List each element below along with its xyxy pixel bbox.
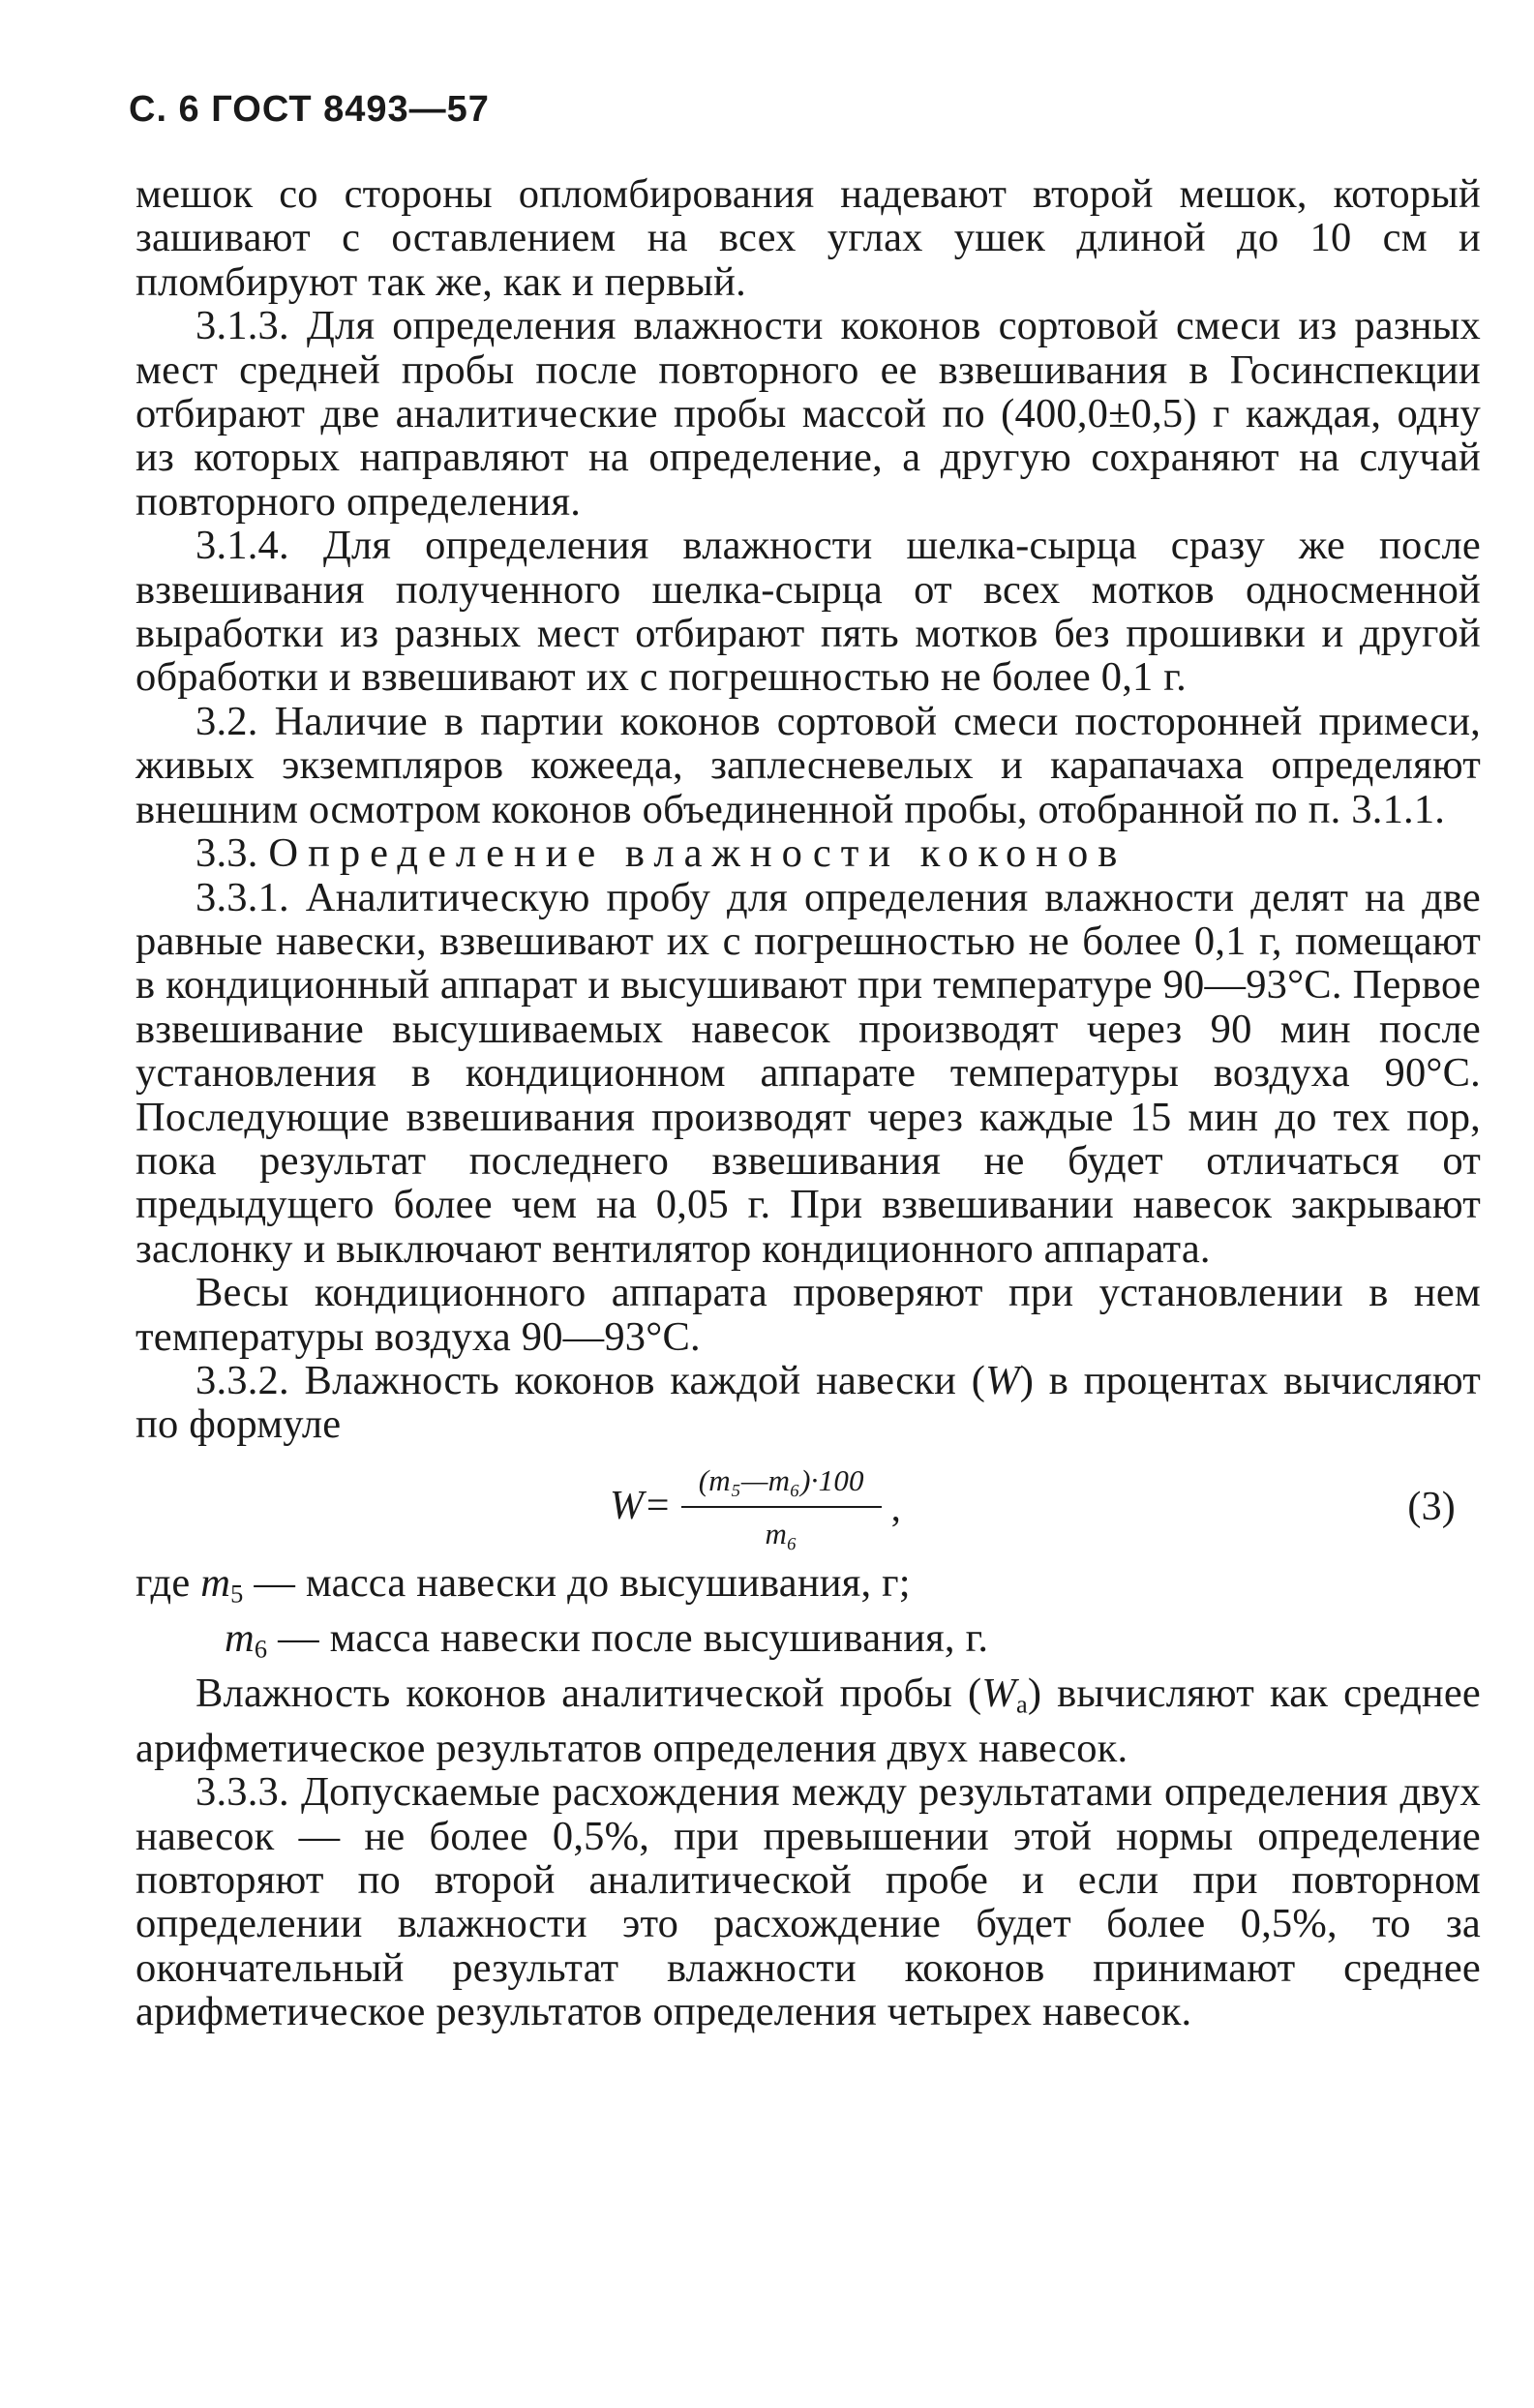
section-number: 3.3. [196, 830, 258, 877]
paragraph-wa: Влажность коконов аналитической пробы $(W_а)$ вычисляют как среднее арифметическое результатов определения двух навесок. [135, 1670, 1481, 1771]
section-title: Определение влажности коконов [268, 830, 1128, 877]
formula-lhs: W= [610, 1484, 672, 1529]
paragraph-3-3-2: 3.3.2. Влажность коконов каждой навески (W) в процентах вычисляют по формуле [135, 1357, 1481, 1448]
symbol-w: W [985, 1357, 1020, 1403]
paragraph-continuation: мешок со стороны опломбирования надевают второй мешок, который зашивают с оставлением на всех углах ушек длиной до 10 см и пломбируют так же, как и первый. [135, 171, 1481, 305]
body-text [135, 172, 1481, 2034]
formula [610, 1459, 901, 1556]
paragraph-3-1-3: 3.1.3. Для определения влажности коконов сортовой смеси из разных мест средней пробы после повторного ее взвешивания в Госинспекции отбирают две аналитические пробы массой по (400,0±0,5) г каждая, одну из которых направляют на определение, а другую сохраняют на случай повторного определения. [135, 303, 1481, 525]
definition-m6: $m_6$ — масса навески после высушивания, г. [225, 1614, 989, 1664]
paragraph-3-3-1: 3.3.1. Аналитическую пробу для определения влажности делят на две равные навески, взвешивают их с погрешностью не более 0,1 г, помещают в кондиционный аппарат и высушивают при температуре 90—93°С. Первое взвешивание высушиваемых навесок производят через 90 мин после установления в кондиционном аппарате температуры воздуха 90°С. Последующие взвешивания производят через каждые 15 мин до тех пор, пока результат последнего взвешивания не будет отличаться от предыдущего более чем на 0,05 г. При взвешивании навесок закрывают заслонку и выключают вентилятор кондиционного аппарата. [135, 874, 1481, 1272]
paragraph-scales: Весы кондиционного аппарата проверяют при установлении в нем температуры воздуха 90—93°С. [135, 1270, 1481, 1360]
symbol-wa: W [981, 1670, 1016, 1716]
running-head: С. 6 ГОСТ 8493—57 [129, 89, 490, 130]
equation-number: (3) [1407, 1484, 1456, 1529]
definition-m5: где $m_5$ — масса навески до высушивания, г; [135, 1559, 911, 1609]
formula-denominator: m₆ [765, 1517, 798, 1551]
paragraph-3-1-4: 3.1.4. Для определения влажности шелка-сырца сразу же после взвешивания полученного шелка-сырца от всех мотков односменной выработки из разных мест отбирают пять мотков без прошивки и другой обработки и взвешивают их с погрешностью не более 0,1 г. [135, 523, 1481, 701]
formula-numerator: (m₅—m₆)·100 [681, 1459, 882, 1508]
paragraph-3-3-3: 3.3.3. Допускаемые расхождения между результатами определения двух навесок — не более 0,5%, при превышении этой нормы определение повторяют по второй аналитической пробе и если при повторном определении влажности это расхождение будет более 0,5%, то за окончательный результат влажности коконов принимают среднее арифметическое результатов определения четырех навесок. [135, 1769, 1481, 2035]
formula-comma: , [890, 1485, 901, 1529]
section-heading-3-3 [135, 831, 1481, 875]
formula-fraction [681, 1459, 882, 1556]
formula-block [135, 1453, 1481, 1557]
paragraph-3-2: 3.2. Наличие в партии коконов сортовой смеси посторонней примеси, живых экземпляров кожееда, заплесневелых и карапачаха определяют внешним осмотром коконов объединенной пробы, отобранной по п. 3.1.1. [135, 698, 1481, 832]
